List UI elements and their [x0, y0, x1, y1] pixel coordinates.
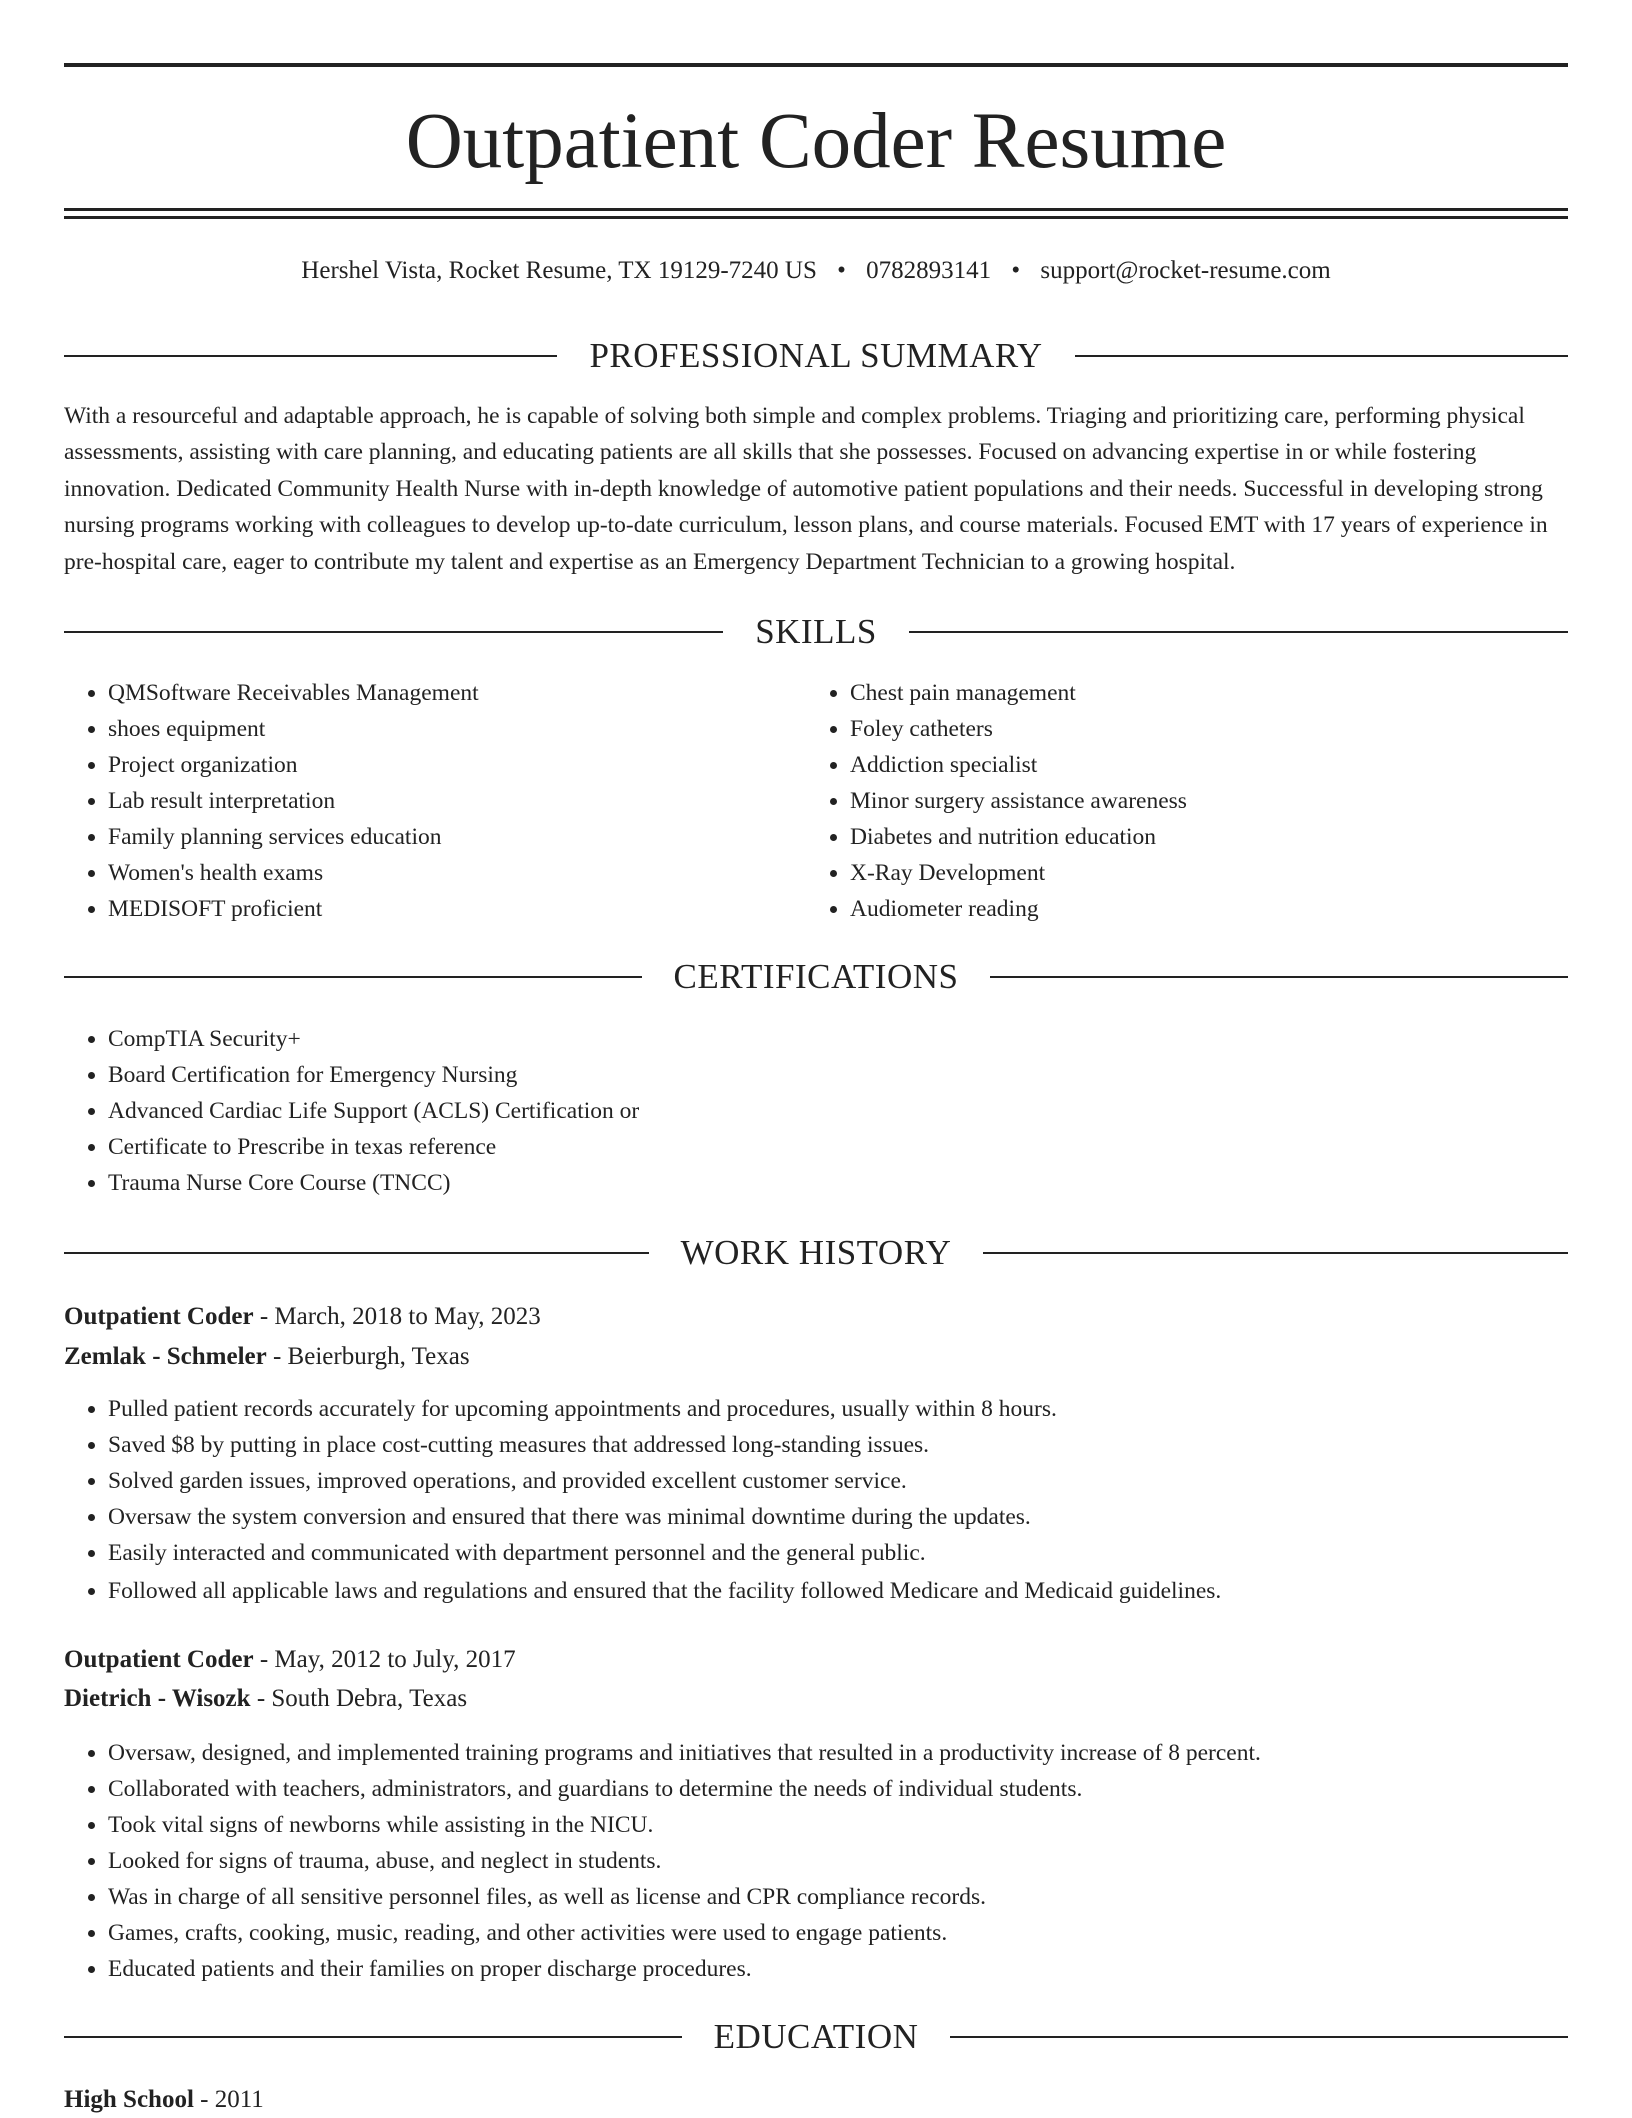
skill-item: • Chest pain management	[850, 675, 1187, 711]
section-title: CERTIFICATIONS	[673, 957, 959, 996]
divider	[64, 1252, 649, 1254]
divider	[983, 1252, 1568, 1254]
section-title: EDUCATION	[713, 2017, 919, 2056]
job-dates: - May, 2012 to July, 2017	[253, 1646, 516, 1673]
divider	[64, 2036, 682, 2038]
skill-item: • Project organization	[108, 747, 479, 783]
job-bullet: • Saved $8 by putting in place cost-cutting measures that addressed long-standing issues.	[108, 1427, 1568, 1463]
skill-item: • shoes equipment	[108, 711, 479, 747]
skill-item: • Lab result interpretation	[108, 783, 479, 819]
job-bullet: • Educated patients and their families on proper discharge procedures.	[108, 1951, 1568, 1987]
contact-phone: 0782893141	[866, 257, 992, 284]
skill-item: • Women's health exams	[108, 855, 479, 891]
skill-item: • X-Ray Development	[850, 855, 1187, 891]
divider	[1075, 355, 1568, 357]
skill-item: • Audiometer reading	[850, 891, 1187, 927]
job-bullet: • Oversaw, designed, and implemented training programs and initiatives that resulted in a productivity increase of 8 percent.	[108, 1735, 1568, 1771]
summary-text: With a resourceful and adaptable approach, he is capable of solving both simple and complex problems. Triaging and prioritizing care, performing physical assessments, assisting with care planning, and educating patients are all skills that she possesses. Focused on advancing expertise in or while fostering innovation. Dedicated Community Health Nurse with in-depth knowledge of automotive patient populations and their needs. Successful in developing strong nursing programs working with colleagues to develop up-to-date curriculum, lesson plans, and course materials. Focused EMT with 17 years of experience in pre-hospital care, eager to contribute my talent and expertise as an Emergency Department Technician to a growing hospital.	[64, 403, 1548, 575]
job-title-line	[64, 1642, 516, 1678]
contact-separator: •	[1011, 257, 1021, 284]
title-rule-upper	[64, 208, 1568, 211]
job-bullet: • Easily interacted and communicated with department personnel and the general public.	[108, 1535, 1568, 1571]
skill-item: • Family planning services education	[108, 819, 479, 855]
divider	[950, 2036, 1568, 2038]
job-bullet: • Was in charge of all sensitive personnel files, as well as license and CPR compliance records.	[108, 1879, 1568, 1915]
section-certifications-header	[64, 955, 1568, 999]
divider	[64, 355, 557, 357]
skill-item: • Diabetes and nutrition education	[850, 819, 1187, 855]
job-bullet: • Pulled patient records accurately for upcoming appointments and procedures, usually within 8 hours.	[108, 1391, 1568, 1427]
job-bullet: • Looked for signs of trauma, abuse, and neglect in students.	[108, 1843, 1568, 1879]
job-bullet: • Games, crafts, cooking, music, reading, and other activities were used to engage patients.	[108, 1915, 1568, 1951]
job-location: - Beierburgh, Texas	[266, 1343, 470, 1370]
section-education-header	[64, 2015, 1568, 2059]
certification-item: • Certificate to Prescribe in texas reference	[108, 1129, 639, 1165]
page-title: Outpatient Coder Resume	[405, 98, 1227, 185]
contact-line	[64, 254, 1568, 288]
job-bullets	[64, 1391, 1568, 1609]
skill-item: • Addiction specialist	[850, 747, 1187, 783]
job-bullet: • Oversaw the system conversion and ensured that there was minimal downtime during the updates.	[108, 1499, 1568, 1535]
job-bullet: • Solved garden issues, improved operations, and provided excellent customer service.	[108, 1463, 1568, 1499]
job-bullet: • Collaborated with teachers, administrators, and guardians to determine the needs of individual students.	[108, 1771, 1568, 1807]
certifications-list	[64, 1021, 639, 1201]
job-bullet: • Followed all applicable laws and regulations and ensured that the facility followed Medicare and Medicaid guidelines.	[108, 1573, 1568, 1609]
section-title: PROFESSIONAL SUMMARY	[589, 336, 1043, 375]
skill-item: • Foley catheters	[850, 711, 1187, 747]
section-summary-header	[64, 334, 1568, 378]
job-title: Outpatient Coder	[64, 1303, 254, 1330]
job-company-line	[64, 1681, 467, 1717]
education-line	[64, 2082, 264, 2118]
title-rule-lower	[64, 216, 1568, 219]
job-company-line	[64, 1339, 470, 1375]
skill-item: • MEDISOFT proficient	[108, 891, 479, 927]
education-year: - 2011	[193, 2086, 264, 2113]
education-degree: High School	[64, 2086, 194, 2113]
skills-list-right	[806, 675, 1187, 927]
certification-item: • CompTIA Security+	[108, 1021, 639, 1057]
skill-item: • QMSoftware Receivables Management	[108, 675, 479, 711]
section-work-header	[64, 1231, 1568, 1275]
top-rule	[64, 63, 1568, 67]
job-bullets	[64, 1735, 1568, 1987]
job-title: Outpatient Coder	[64, 1646, 254, 1673]
divider	[64, 631, 723, 633]
section-title: SKILLS	[755, 612, 877, 651]
contact-separator: •	[837, 257, 846, 284]
skills-list-left	[64, 675, 479, 927]
divider	[64, 976, 642, 978]
certification-item: • Advanced Cardiac Life Support (ACLS) Certification or	[108, 1093, 639, 1129]
section-title: WORK HISTORY	[680, 1233, 952, 1272]
certification-item: • Board Certification for Emergency Nursing	[108, 1057, 639, 1093]
job-title-line	[64, 1299, 541, 1335]
skill-item: • Minor surgery assistance awareness	[850, 783, 1187, 819]
job-location: - South Debra, Texas	[250, 1685, 468, 1712]
contact-address: Hershel Vista, Rocket Resume, TX 19129-7240 US	[301, 257, 817, 284]
job-company: Zemlak - Schmeler	[64, 1343, 267, 1370]
job-bullet: • Took vital signs of newborns while assisting in the NICU.	[108, 1807, 1568, 1843]
divider	[990, 976, 1568, 978]
job-dates: - March, 2018 to May, 2023	[253, 1303, 541, 1330]
contact-email: support@rocket-resume.com	[1040, 257, 1331, 284]
certification-item: • Trauma Nurse Core Course (TNCC)	[108, 1165, 639, 1201]
section-skills-header	[64, 610, 1568, 654]
divider	[909, 631, 1568, 633]
job-company: Dietrich - Wisozk	[64, 1685, 251, 1712]
